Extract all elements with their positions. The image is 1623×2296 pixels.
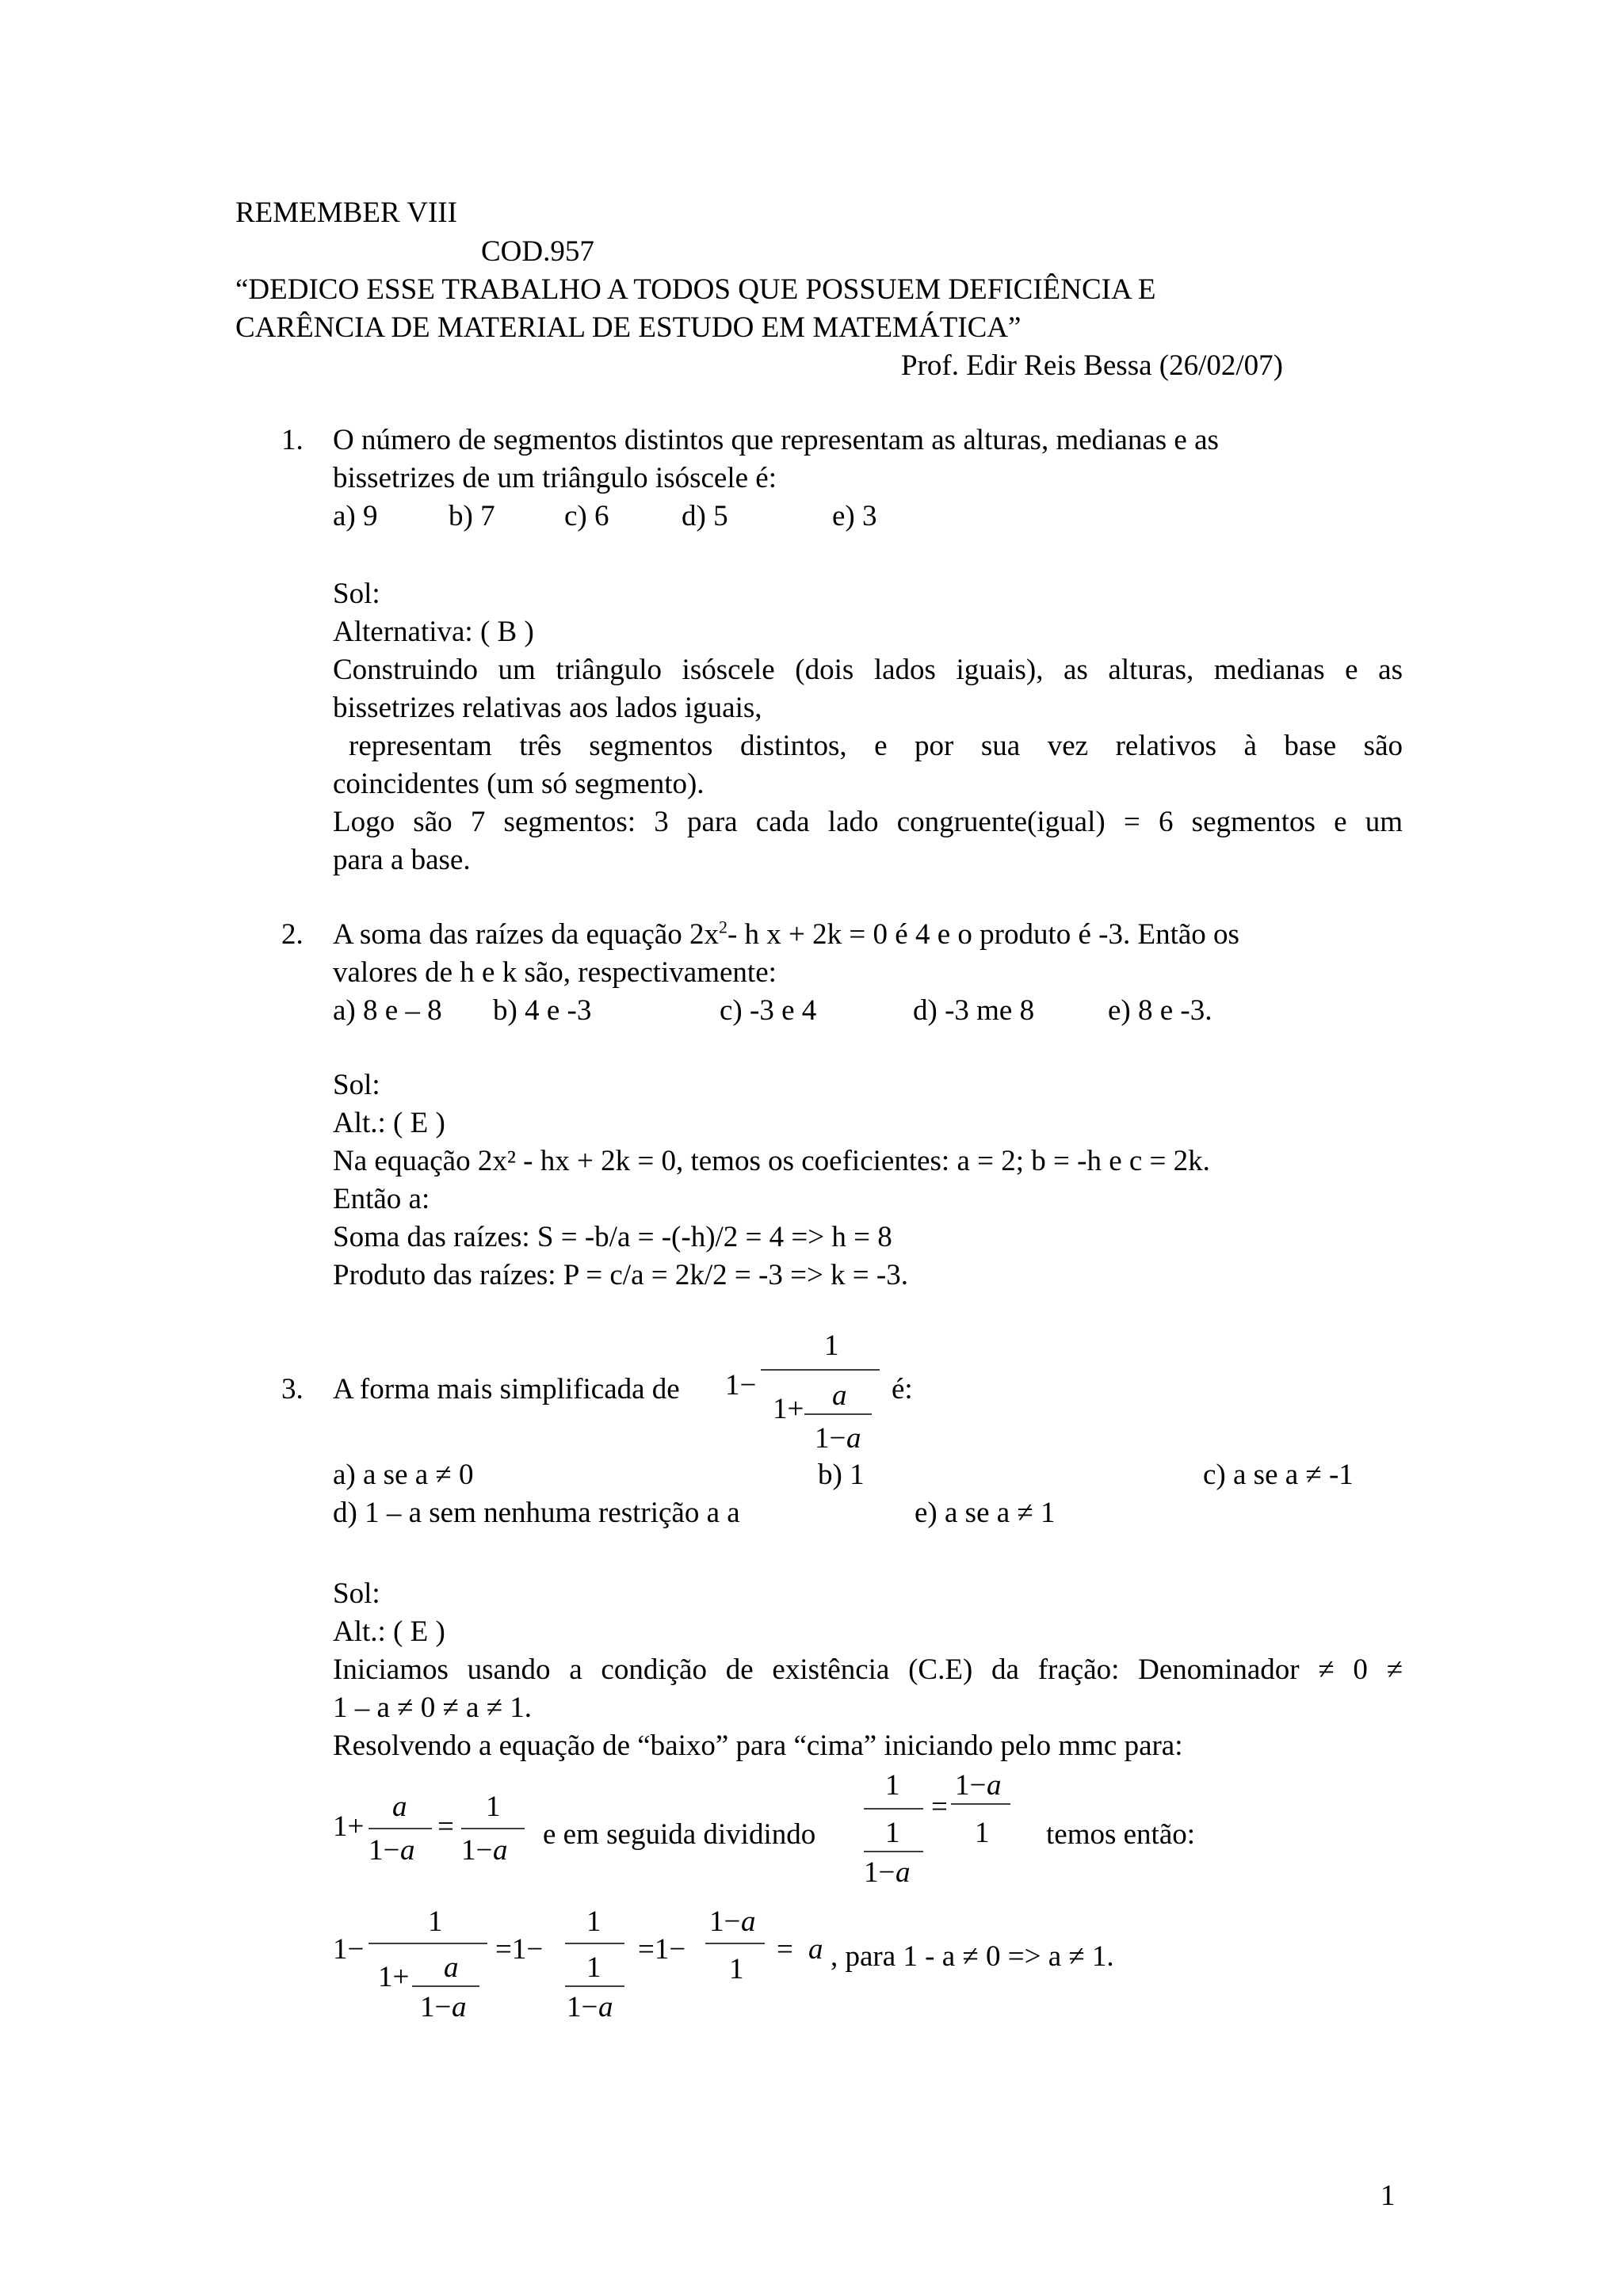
question-2-number: 2. [281,918,304,951]
svg-text:1−: 1− [709,1905,741,1938]
question-2-solution-line-2: Então a: [333,1183,430,1215]
question-2-answer: Alt.: ( E ) [333,1107,445,1139]
equation-mid-text: e em seguida dividindo [543,1818,816,1851]
dedication-line-2: CARÊNCIA DE MATERIAL DE ESTUDO EM MATEMÁTICA” [235,311,1022,344]
question-2-solution-line-4: Produto das raízes: P = c/a = 2k/2 = -3 => k = -3. [333,1259,908,1291]
question-2-option-c: c) -3 e 4 [720,994,817,1027]
question-1-number: 1. [281,424,304,456]
svg-text:a: a [846,1422,861,1455]
svg-text:1: 1 [729,1953,744,1985]
svg-text:a: a [493,1834,508,1867]
question-3-option-a: a) a se a ≠ 0 [333,1459,474,1491]
question-2-option-a: a) 8 e – 8 [333,994,442,1027]
question-2-option-d: d) -3 me 8 [913,994,1035,1027]
dedication-line-1: “DEDICO ESSE TRABALHO A TODOS QUE POSSUEM DEFICIÊNCIA E [235,273,1156,306]
svg-text:1: 1 [975,1817,990,1849]
document-title: REMEMBER VIII [235,196,457,229]
question-1-option-b: b) 7 [449,500,495,532]
svg-text:=1−: =1− [495,1933,544,1966]
question-1-option-a: a) 9 [333,500,378,532]
question-2-sol-label: Sol: [333,1069,380,1101]
svg-text:1−: 1− [725,1369,757,1402]
svg-text:=: = [931,1791,948,1823]
svg-text:1−: 1− [567,1991,598,2023]
equation-step-2 [856,1763,1030,1897]
question-2-line-2: valores de h e k são, respectivamente: [333,956,777,989]
svg-text:a: a [444,1951,459,1984]
page-number: 1 [1381,2180,1396,2212]
question-1-option-e: e) 3 [832,500,877,532]
question-3-solution-line-2: 1 – a ≠ 0 ≠ a ≠ 1. [333,1691,533,1724]
question-3-option-c: c) a se a ≠ -1 [1203,1459,1354,1491]
question-3-expression [725,1319,915,1470]
svg-text:a: a [452,1991,467,2023]
question-1-solution-line-3: representam três segmentos distintos, e por sua vez relativos à base são [349,730,1403,762]
question-3-option-b: b) 1 [818,1459,865,1491]
svg-text:1−: 1− [955,1769,987,1802]
question-1-solution-line-1: Construindo um triângulo isóscele (dois lados iguais), as alturas, medianas e as [333,654,1403,686]
question-1-option-c: c) 6 [564,500,609,532]
svg-text:1−: 1− [420,1991,452,2023]
svg-text:1: 1 [486,1791,501,1823]
svg-text:1: 1 [428,1905,443,1938]
question-1-sol-label: Sol: [333,578,380,610]
equation-end-text: temos então: [1046,1818,1196,1851]
question-2-option-e: e) 8 e -3. [1108,994,1212,1027]
svg-text:1: 1 [824,1329,839,1362]
svg-text:a: a [400,1834,415,1867]
author-line: Prof. Edir Reis Bessa (26/02/07) [901,349,1283,382]
question-3-sol-label: Sol: [333,1577,380,1610]
question-3-number: 3. [281,1373,304,1405]
svg-text:a: a [808,1933,823,1966]
svg-text:1−: 1− [864,1856,896,1889]
equation-final-text: , para 1 - a ≠ 0 => a ≠ 1. [831,1940,1114,1973]
svg-text:1: 1 [885,1817,900,1849]
question-2-solution-line-1: Na equação 2x² - hx + 2k = 0, temos os coeficientes: a = 2; b = -h e c = 2k. [333,1145,1210,1177]
svg-text:1: 1 [586,1951,601,1984]
question-3-option-e: e) a se a ≠ 1 [915,1497,1056,1529]
equation-step-1 [333,1783,539,1878]
svg-text:1+: 1+ [333,1810,365,1843]
question-3-option-d: d) 1 – a sem nenhuma restrição a a [333,1497,740,1529]
svg-text:=: = [777,1933,793,1966]
svg-text:1: 1 [885,1769,900,1802]
svg-text:a: a [896,1856,911,1889]
equation-final-chain [333,1897,840,2044]
question-3-solution-line-3: Resolvendo a equação de “baixo” para “cima” iniciando pelo mmc para: [333,1730,1183,1762]
question-2-option-b: b) 4 e -3 [493,994,592,1027]
svg-text:1−: 1− [369,1834,400,1867]
svg-text:1−: 1− [815,1422,846,1455]
svg-text:1−: 1− [461,1834,493,1867]
question-1-solution-line-4: coincidentes (um só segmento). [333,768,705,800]
question-3-line-1-end: é: [892,1373,913,1405]
svg-text:a: a [392,1791,407,1823]
question-3-solution-line-1: Iniciamos usando a condição de existência (C.E) da fração: Denominador ≠ 0 ≠ [333,1653,1403,1686]
question-1-line-1: O número de segmentos distintos que representam as alturas, medianas e as [333,424,1219,456]
svg-text:a: a [832,1379,847,1412]
question-1-solution-line-5: Logo são 7 segmentos: 3 para cada lado congruente(igual) = 6 segmentos e um [333,806,1403,838]
question-1-line-2: bissetrizes de um triângulo isóscele é: [333,462,777,494]
question-1-solution-line-2: bissetrizes relativas aos lados iguais, [333,692,762,724]
svg-text:1: 1 [586,1905,601,1938]
question-2-solution-line-3: Soma das raízes: S = -b/a = -(-h)/2 = 4 => h = 8 [333,1221,892,1253]
question-2-line-1: A soma das raízes da equação $2x^2-$ h x + 2k = 0 é 4 e o produto é -3. Então os [333,917,1239,951]
question-3-answer: Alt.: ( E ) [333,1615,445,1648]
svg-text:1+: 1+ [773,1393,804,1425]
svg-text:=: = [437,1810,454,1843]
svg-text:=1−: =1− [638,1933,686,1966]
svg-text:a: a [598,1991,613,2023]
svg-text:a: a [741,1905,756,1938]
svg-text:a: a [987,1769,1002,1802]
document-code: COD.957 [481,235,594,268]
question-1-solution-line-6: para a base. [333,844,471,876]
svg-text:1+: 1+ [378,1961,410,1993]
question-1-option-d: d) 5 [682,500,728,532]
question-1-answer: Alternativa: ( B ) [333,616,534,648]
question-3-line-1: A forma mais simplificada de [333,1373,680,1405]
svg-text:1−: 1− [333,1933,365,1966]
